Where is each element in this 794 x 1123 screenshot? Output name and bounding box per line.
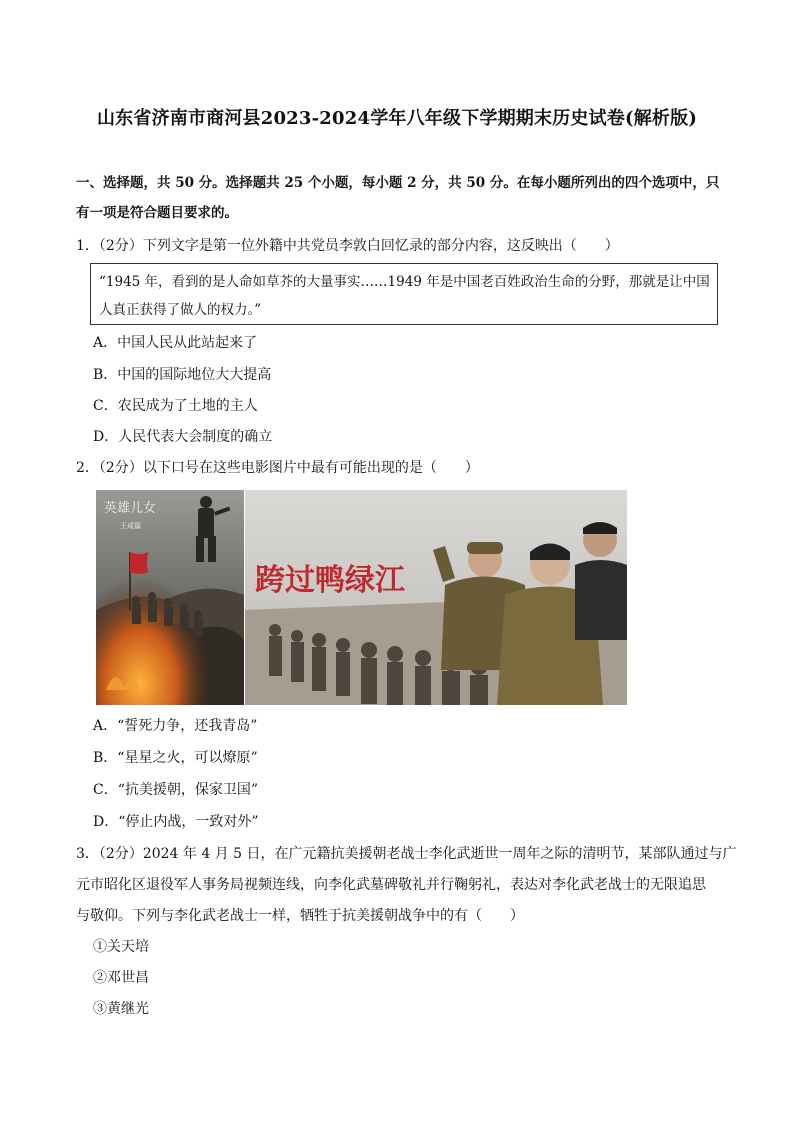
poster2-title-text: 跨过鸭绿江 <box>255 563 405 598</box>
q1-option-a[interactable]: A．中国人民从此站起来了 <box>93 335 258 351</box>
poster1-title-text: 英雄儿女 <box>104 501 157 516</box>
question-3-stem-line-3: 与敬仰。下列与李化武老战士一样，牺牲于抗美援朝战争中的有（ ） <box>76 908 524 924</box>
q2-option-a[interactable]: A．“誓死力争，还我青岛” <box>93 718 258 734</box>
q1-option-c[interactable]: C．农民成为了土地的主人 <box>93 398 258 414</box>
question-1-stem: 1．（2分）下列文字是第一位外籍中共党员李敦白回忆录的部分内容，这反映出（ ） <box>76 238 619 254</box>
movie-poster-heroic-sons-daughters <box>96 490 244 705</box>
q3-item-3[interactable]: ③黄继光 <box>93 1001 149 1017</box>
q1-option-d[interactable]: D．人民代表大会制度的确立 <box>93 429 273 445</box>
quote-line-1: “1945 年，看到的是人命如草芥的大量事实……1949 年是中国老百姓政治生命的分野，那就是让中国 <box>99 274 710 290</box>
section-heading-line-2: 有一项是符合题目要求的。 <box>76 205 238 221</box>
q2-option-b[interactable]: B．“星星之火，可以燎原” <box>93 750 258 766</box>
question-2-stem: 2．（2分）以下口号在这些电影图片中最有可能出现的是（ ） <box>76 460 479 476</box>
question-3-stem-line-2: 元市昭化区退役军人事务局视频连线，向李化武墓碑敬礼并行鞠躬礼，表达对李化武老战士的无限追思 <box>76 877 706 893</box>
page-title: 山东省济南市商河县2023-2024学年八年级下学期期末历史试卷(解析版) <box>96 108 698 129</box>
quote-line-2: 人真正获得了做人的权力。” <box>99 302 262 318</box>
q2-option-c[interactable]: C．“抗美援朝，保家卫国” <box>93 782 259 798</box>
poster1-subtitle-text: 王成篇 <box>120 522 141 530</box>
q3-item-1[interactable]: ①关天培 <box>93 939 149 955</box>
section-heading-line-1: 一、选择题，共 50 分。选择题共 25 个小题，每小题 2 分，共 50 分。在每小题所列出的四个选项中，只 <box>76 175 720 191</box>
movie-poster-crossing-yalu-river <box>245 490 627 705</box>
q1-option-b[interactable]: B．中国的国际地位大大提高 <box>93 367 272 383</box>
question-1-quote-box <box>90 263 718 325</box>
q3-item-2[interactable]: ②邓世昌 <box>93 970 149 986</box>
q2-option-d[interactable]: D．“停止内战，一致对外” <box>93 814 259 830</box>
question-3-stem-line-1: 3．（2分）2024 年 4 月 5 日，在广元籍抗美援朝老战士李化武逝世一周年之际的清明节，某部队通过与广 <box>76 846 737 862</box>
